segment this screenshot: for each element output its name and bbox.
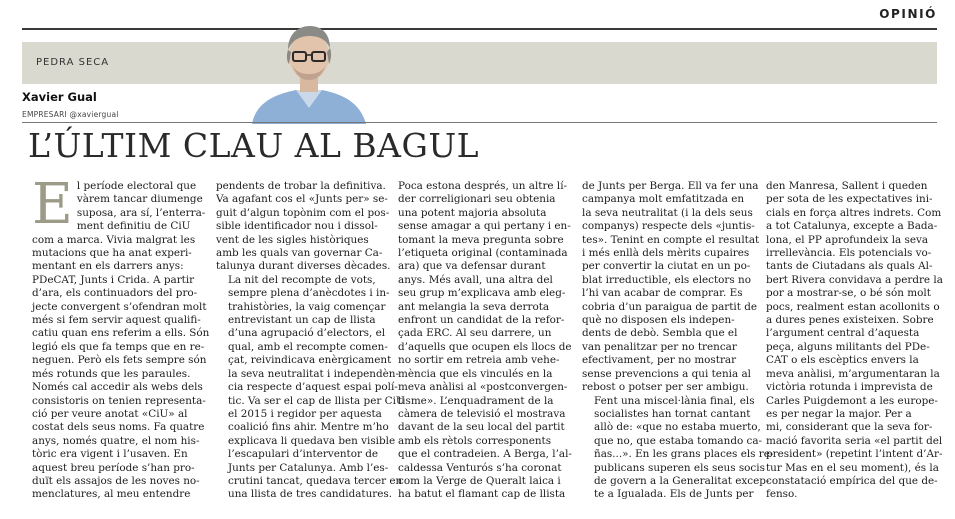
text-line: rebost o potser per ser ambigu. [582,381,749,394]
text-line: companys) respecte dels «juntis- [582,220,755,233]
text-line: crutini tancat, quedava tercer en [228,474,403,487]
text-line: més si fem servir aquest qualifi- [32,314,201,327]
text-line: Fent una miscel·lània final, els [594,394,755,407]
text-column-1 [32,172,210,519]
paragraph [582,180,760,395]
text-line: a dures penes existeixen. Sobre [766,314,934,327]
text-line: meva anàlisi, m’argumentaran la [766,367,940,380]
text-line: bert Rivera convidava a perdre la [766,273,943,286]
text-line: l’argument central d’aquesta [766,327,920,340]
text-line: que el contradeien. A Berga, l’al- [398,448,572,461]
text-line: la seva neutralitat i independèn- [228,367,399,380]
paragraph [216,273,405,502]
text-line: tisme». L’enquadrament de la [398,394,554,407]
text-line: davant de la seu local del partit [398,421,565,434]
text-line: ant melangia la seva derrota [398,300,550,313]
text-line: çat, reivindicava enèrgicament [228,354,392,367]
text-line: Carles Puigdemont a les europe- [766,394,938,407]
text-line: neguen. Però els fets sempre són [32,354,207,367]
text-line: seu grup m’explicava amb eleg- [398,287,566,300]
headline-rule [22,122,937,123]
text-line: coalició fins ahir. Mentre m’ho [228,421,389,434]
text-line: meva anàlisi al «postconvergen- [398,381,568,394]
paragraph [398,180,572,502]
text-line: l’hi van acabar de comprar. Es [582,287,743,300]
paragraph [216,180,391,274]
text-line: president» (repetint l’intent d’Ar- [766,448,943,461]
text-line: cials en força altres indrets. Com [766,206,942,219]
text-line: catiu quan ens referim a ells. Són [32,327,210,340]
text-line: vàrem tancar diumenge [76,193,203,206]
text-line: publicans superen els seus socis [594,461,765,474]
paragraph [32,172,210,502]
text-line: amb les quals van governar Ca- [216,247,383,260]
text-line: d’aquells que ocupen els llocs de [398,340,572,353]
text-line: Va agafant cos el «Junts per» se- [216,193,388,206]
text-line: ñas...». En les grans places els re- [594,448,774,461]
author-role: EMPRESARI @xaviergual [22,110,119,119]
text-line: mutacions que ha anat experi- [32,247,192,260]
text-line: victòria rotunda i imprevista de [766,381,933,394]
text-line: sense prevencions a qui tenia al [582,367,751,380]
text-line: a tot Catalunya, excepte a Bada- [766,220,938,233]
headline: L’ÚLTIM CLAU AL BAGUL [28,126,480,165]
text-line: trahistòries, la vaig començar [228,300,386,313]
text-line: una potent majoria absoluta [398,206,547,219]
text-line: socialistes han tornat cantant [594,407,751,420]
text-line: lona, el PP aprofundeix la seva [766,233,929,246]
column-band [22,42,937,84]
text-line: més rotunds que les paraules. [32,367,191,380]
text-line: tur Mas en el seu moment), és la [766,461,939,474]
text-column-2 [216,180,405,519]
text-line: pocs, realment estan acollonits o [766,300,940,313]
text-line: de govern a la Generalitat excep- [594,474,770,487]
text-line: suposa, ara sí, l’enterra- [76,206,206,219]
text-line: fenso. [766,488,798,501]
text-line: por a mostrar-se, o bé són molt [766,287,931,300]
text-line: tòric era vigent i l’usaven. En [32,448,188,461]
text-line: l’etiqueta original (contaminada [398,247,568,260]
text-line: per convertir la ciutat en un po- [582,260,751,273]
text-column-4 [582,180,774,519]
text-line: CAT o els escèptics envers la [766,354,919,367]
column-name: PEDRA SECA [36,57,110,68]
text-line: i més enllà dels mèrits cupaires [582,247,750,260]
text-line: irrellevància. Els potencials vo- [766,247,932,260]
article-body [22,172,943,519]
text-line: caldessa Venturós s’ha coronat [398,461,562,474]
paragraph [582,394,774,502]
text-line: el 2015 i regidor per aquesta [228,407,382,420]
text-line: der correligionari seu obtenia [398,193,556,206]
text-line: sempre plena d’anècdotes i in- [228,287,390,300]
text-line: talunya durant diverses dècades. [216,260,391,273]
text-column-3 [398,180,572,519]
text-line: de Junts per Berga. Ell va fer una [582,180,759,192]
text-line: la seva neutralitat (i la dels seus [582,206,753,219]
text-line: Junts per Catalunya. Amb l’es- [228,461,389,474]
section-label: OPINIÓ [879,7,937,21]
text-line: com a marca. Vivia malgrat les [32,233,196,246]
text-line: sible identificador nou i dissol- [216,220,378,233]
text-line: constatació empírica del que de- [766,474,938,487]
text-line: pendents de trobar la definitiva. [216,180,386,192]
text-line: enfront un candidat de la refor- [398,314,565,327]
text-line: què no disposen els indepen- [582,314,735,327]
text-line: d’una agrupació d’electors, el [228,327,386,340]
text-line: tomant la meva pregunta sobre [398,233,564,246]
text-line: amb els rètols corresponents [398,434,552,447]
text-line: campanya molt emfatitzada en [582,193,745,206]
text-line: es per negar la major. Per a [766,407,912,420]
text-line: peça, alguns militants del PDe- [766,340,930,353]
text-line: tes». Tenint en compte el resultat [582,233,760,246]
text-line: menclatures, al meu entendre [32,488,191,501]
drop-cap: E [32,172,73,237]
text-line: jecte convergent s’ofendran molt [32,300,207,313]
paragraph [766,180,943,502]
text-line: com la Verge de Queralt laica i [398,474,561,487]
text-line: legió els que fa temps que en re- [32,340,205,353]
top-rule [22,28,937,30]
text-line: per sota de les expectatives ini- [766,193,933,206]
text-line: PDeCAT, Junts i Crida. A partir [32,273,195,286]
text-line: no sortir em retreia amb vehe- [398,354,560,367]
text-line: una llista de tres candidatures. [228,488,393,501]
text-line: mi, considerant que la seva for- [766,421,933,434]
text-line: efectivament, per no mostrar [582,354,737,367]
text-line: duït els assajos de les noves no- [32,474,200,487]
text-line: ment definitiu de CiU [76,220,191,233]
text-line: sense amagar a qui pertany i en- [398,220,571,233]
text-line: consistoris on tenien representa- [32,394,206,407]
text-line: que no, que estaba tomando ca- [594,434,763,447]
text-line: l’escapulari d’interventor de [228,448,379,461]
text-line: dents de debò. Sembla que el [582,327,738,340]
text-line: cia respecte d’aquest espai polí- [228,381,398,394]
text-line: mació favorita seria «el partit del [766,434,943,447]
text-line: La nit del recompte de vots, [228,273,376,286]
text-line: Només cal accedir als webs dels [32,381,203,394]
text-line: tants de Ciutadans als quals Al- [766,260,933,273]
text-line: entrevistant un cap de llista [228,314,376,327]
text-line: van penalitzar per no trencar [582,340,737,353]
text-line: l període electoral que [76,180,197,192]
text-line: ara) que va defensar durant [398,260,546,273]
text-line: tic. Va ser el cap de llista per CiU [228,394,405,407]
text-line: Poca estona després, un altre lí- [398,180,568,192]
text-line: guit d’algun topònim com el pos- [216,206,390,219]
text-line: mentant en els darrers anys: [32,260,184,273]
author-portrait [238,24,378,124]
text-line: aquest breu període s’han pro- [32,461,195,474]
text-line: càmera de televisió el mostrava [398,407,566,420]
text-line: anys. Més avall, una altra del [398,273,553,286]
text-line: çada ERC. Al seu darrere, un [398,327,552,340]
text-line: d’ara, els continuadors del pro- [32,287,198,300]
text-line: explicava li quedava ben visible [228,434,396,447]
text-line: blat irreductible, els electors no [582,273,751,286]
text-line: anys, només quatre, el nom his- [32,434,200,447]
text-column-5 [766,180,943,519]
author-name: Xavier Gual [22,90,97,104]
text-line: mència que els vinculés en la [398,367,553,380]
text-line: qual, amb el recompte comen- [228,340,388,353]
text-line: costat dels seus noms. Fa quatre [32,421,205,434]
text-line: allò de: «que no estaba muerto, [594,421,761,434]
text-line: ció per veure anotat «CiU» al [32,407,188,420]
text-line: den Manresa, Sallent i queden [766,180,928,192]
text-line: cobria d’un paraigua de partit de [582,300,758,313]
text-line: ha batut el flamant cap de llista [398,488,566,501]
text-line: vent de les sigles històriques [216,233,369,246]
text-line: te a Igualada. Els de Junts per [594,488,754,501]
